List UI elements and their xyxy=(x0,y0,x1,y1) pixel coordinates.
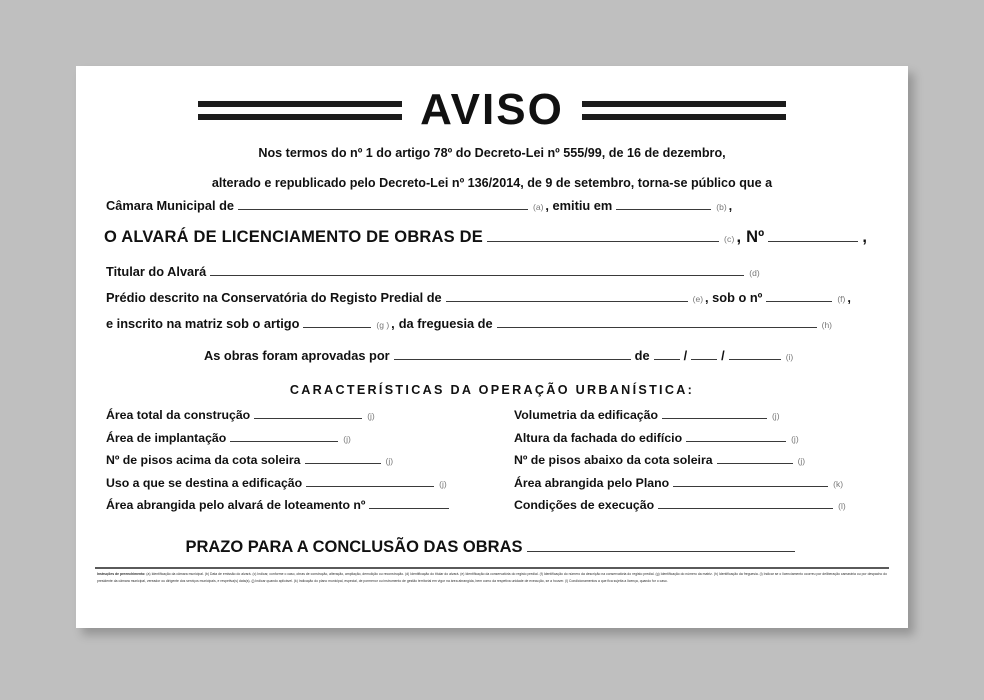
altura-fachada-input[interactable] xyxy=(686,430,786,442)
altura-fachada-label: Altura da fachada do edifício xyxy=(514,430,683,445)
titular-label: Titular do Alvará xyxy=(106,264,207,279)
title-rule-right xyxy=(582,101,786,120)
prazo-label: PRAZO PARA A CONCLUSÃO DAS OBRAS xyxy=(185,538,523,556)
sob-o-numero-label: , sob o nº xyxy=(705,290,763,305)
prazo-input[interactable] xyxy=(527,538,795,552)
pisos-acima-input[interactable] xyxy=(305,452,381,464)
characteristics-grid xyxy=(106,407,886,520)
matriz-comma: , xyxy=(391,316,395,331)
date-separator-2: / xyxy=(721,348,725,363)
aprovadas-por-input[interactable] xyxy=(394,348,631,360)
predio-input[interactable] xyxy=(446,290,688,302)
characteristics-row xyxy=(106,430,886,453)
date-separator-1: / xyxy=(683,348,688,363)
intro-line-1: Nos termos do nº 1 do artigo 78º do Decreto-Lei nº 555/99, de 16 de dezembro, xyxy=(258,146,726,160)
predio-label: Prédio descrito na Conservatória do Registo Predial de xyxy=(106,290,442,305)
footer-instructions-title: Instruções de preenchimento: xyxy=(97,572,146,576)
marker-j: (j) xyxy=(791,433,799,444)
sob-o-numero-input[interactable] xyxy=(766,290,832,302)
title-bar-right-top xyxy=(582,101,786,107)
alvara-numero-label: , Nº xyxy=(736,228,765,246)
titular-input[interactable] xyxy=(210,264,744,276)
emitiu-em-comma: , xyxy=(728,198,733,213)
field-alvara xyxy=(104,228,867,247)
field-area-loteamento xyxy=(106,497,514,520)
alvara-numero-comma: , xyxy=(862,228,868,246)
marker-a: (a) xyxy=(533,202,544,212)
alvara-numero-input[interactable] xyxy=(768,230,858,242)
marker-g: (g ) xyxy=(376,320,390,330)
alvara-input[interactable] xyxy=(487,230,719,242)
characteristics-row xyxy=(106,452,886,475)
area-total-construcao-input[interactable] xyxy=(254,407,362,419)
area-implantacao-label: Área de implantação xyxy=(106,430,227,445)
marker-j: (j) xyxy=(367,411,375,421)
camara-municipal-input[interactable] xyxy=(238,198,528,210)
footer-instructions xyxy=(97,571,887,584)
pisos-abaixo-label: Nº de pisos abaixo da cota soleira xyxy=(514,453,713,467)
characteristics-row xyxy=(106,475,886,498)
field-area-plano xyxy=(514,475,886,498)
field-matriz xyxy=(106,316,834,331)
area-implantacao-input[interactable] xyxy=(230,430,338,442)
field-uso-edificacao xyxy=(106,475,514,498)
area-plano-input[interactable] xyxy=(673,475,828,487)
camara-municipal-label: Câmara Municipal de xyxy=(106,198,235,213)
marker-f: (f) xyxy=(837,294,846,304)
title-bar-left-top xyxy=(198,101,402,107)
aprovadas-por-label: As obras foram aprovadas por xyxy=(204,348,390,363)
matriz-label: e inscrito na matriz sob o artigo xyxy=(106,316,300,331)
document-title-row xyxy=(76,85,908,134)
intro-line-2: alterado e republicado pelo Decreto-Lei nº 136/2014, de 9 de setembro, torna-se público que a xyxy=(211,176,773,190)
footer-divider xyxy=(95,567,889,569)
marker-j: (j) xyxy=(797,456,806,466)
field-pisos-acima xyxy=(106,452,514,475)
field-pisos-abaixo xyxy=(514,452,886,475)
matriz-input[interactable] xyxy=(303,316,371,328)
aprovadas-data-month-input[interactable] xyxy=(691,348,717,360)
marker-e: (e) xyxy=(692,294,704,304)
marker-l: (l) xyxy=(838,501,846,511)
marker-j: (j) xyxy=(439,478,447,489)
field-condicoes-execucao xyxy=(514,497,886,520)
field-titular xyxy=(106,264,762,279)
document-sheet xyxy=(76,66,908,628)
marker-h: (h) xyxy=(821,320,833,330)
field-area-total-construcao xyxy=(106,407,514,430)
field-aprovadas-por xyxy=(204,348,795,363)
area-loteamento-input[interactable] xyxy=(369,497,449,509)
area-plano-label: Área abrangida pelo Plano xyxy=(514,475,670,490)
condicoes-execucao-label: Condições de execução xyxy=(514,498,655,512)
aprovadas-data-year-input[interactable] xyxy=(729,348,781,360)
area-total-construcao-label: Área total da construção xyxy=(106,408,251,422)
title-bar-left-bottom xyxy=(198,114,402,120)
emitiu-em-input[interactable] xyxy=(616,198,711,210)
marker-j: (j) xyxy=(385,456,394,466)
sob-o-numero-comma: , xyxy=(847,290,851,305)
volumetria-edificacao-input[interactable] xyxy=(662,407,767,419)
footer-instructions-text: (a) Identificação da câmara municipal. (b) Data de emissão do alvará. (c) Indicar, conforme o caso, obras de construção, alteração, ampliação, demolição ou reconstrução. (d) Identificação do titular do alvará. (e) Identificação da conservatória do registo predial. (f) Identificação do número da descrição na conservatória do registo predial. (g) Identificação do número da matriz. (h) Identificação da freguesia. (i) Indicar se o licenciamento ocorreu por deliberação camarária ou por despacho do presidente da câmara municipal, vereador ou dirigente dos serviços municipais, e respetiva(s) data(s). (j) Indicar quando aplicável. (k) Indicação do plano municipal, especial, de pormenor ou instrumento de gestão territorial em vigor na área abrangida, bem como da respetiva unidade de execução, se a houver. (l) Condicionamentos a que fica sujeita a licença, quando for o caso. xyxy=(97,572,887,583)
field-prazo-conclusao xyxy=(76,538,908,557)
aprovadas-data-day-input[interactable] xyxy=(654,348,680,360)
characteristics-row xyxy=(106,407,886,430)
condicoes-execucao-input[interactable] xyxy=(658,497,833,509)
characteristics-heading: CARACTERÍSTICAS DA OPERAÇÃO URBANÍSTICA: xyxy=(289,383,695,397)
marker-i: (i) xyxy=(785,352,794,362)
uso-edificacao-label: Uso a que se destina a edificação xyxy=(106,475,303,490)
characteristics-row xyxy=(106,497,886,520)
emitiu-em-label: , emitiu em xyxy=(545,198,613,213)
field-altura-fachada xyxy=(514,430,886,453)
field-predio xyxy=(106,290,851,305)
alvara-label: O ALVARÁ DE LICENCIAMENTO DE OBRAS DE xyxy=(104,228,483,246)
field-area-implantacao xyxy=(106,430,514,453)
title-bar-right-bottom xyxy=(582,114,786,120)
page-title: AVISO xyxy=(420,85,564,134)
freguesia-label: da freguesia de xyxy=(398,316,493,331)
pisos-abaixo-input[interactable] xyxy=(717,452,793,464)
field-camara-municipal xyxy=(106,198,732,213)
freguesia-input[interactable] xyxy=(497,316,817,328)
marker-j: (j) xyxy=(343,433,351,444)
marker-k: (k) xyxy=(833,478,844,489)
marker-d: (d) xyxy=(749,268,760,278)
volumetria-edificacao-label: Volumetria da edificação xyxy=(514,408,658,422)
title-rule-left xyxy=(198,101,402,120)
field-volumetria-edificacao xyxy=(514,407,886,430)
marker-b: (b) xyxy=(716,202,727,212)
aprovadas-data-label: de xyxy=(634,348,650,363)
area-loteamento-label: Área abrangida pelo alvará de loteamento nº xyxy=(106,498,366,512)
marker-j: (j) xyxy=(771,411,780,421)
marker-c: (c) xyxy=(723,234,735,244)
pisos-acima-label: Nº de pisos acima da cota soleira xyxy=(106,453,301,467)
uso-edificacao-input[interactable] xyxy=(306,475,434,487)
